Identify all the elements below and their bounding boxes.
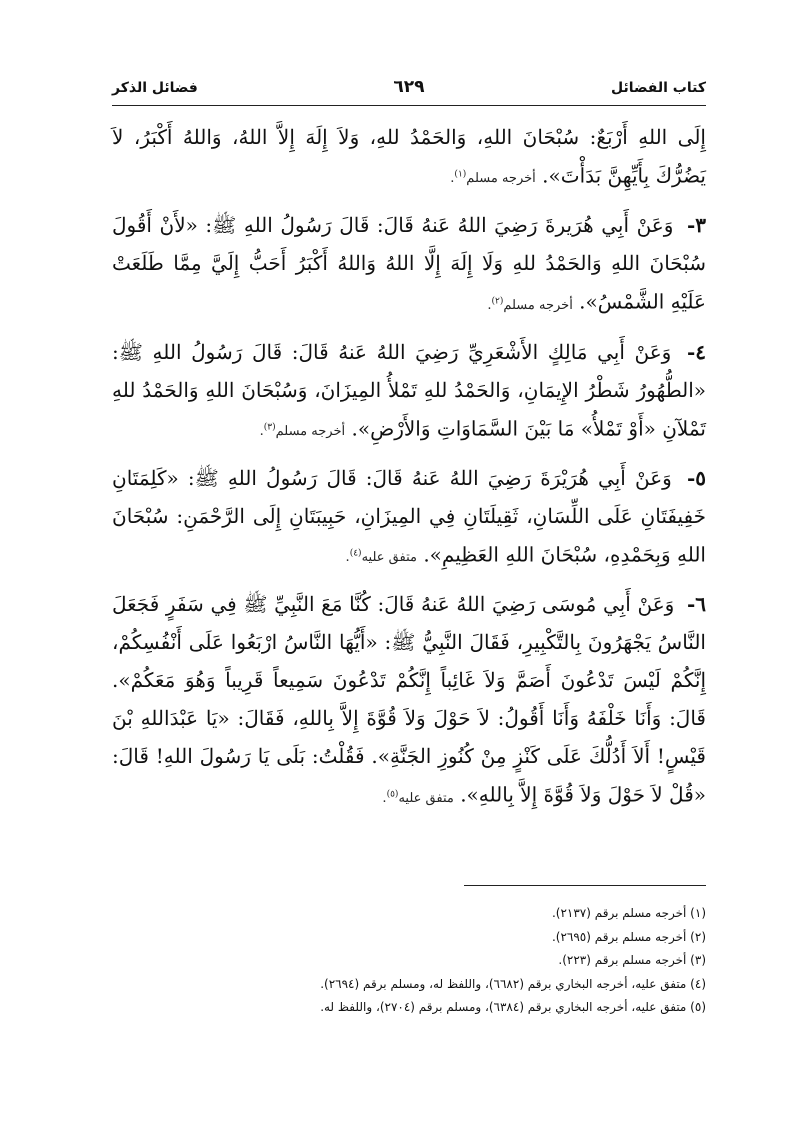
hadith-paragraph	[112, 206, 706, 324]
book-title: كتاب الفضائل	[611, 80, 706, 96]
footnote-divider	[464, 885, 706, 886]
hadith-text: وَعَنْ أَبِي مَالِكٍ الأَشْعَرِيِّ رَضِيَ اللهُ عَنهُ قَالَ: قَالَ رَسُولُ اللهِ ﷺ: «الطُّهُورُ شَطْرُ الإِيمَانِ، وَالحَمْدُ للهِ تَمْلأُ المِيزَانَ، وَسُبْحَانَ اللهِ وَالحَمْدُ للهِ تَمْلآنِ «أَوْ تَمْلأُ» مَا بَيْنَ السَّمَاوَاتِ وَالأَرْضِ».	[112, 339, 706, 440]
page-header	[112, 77, 706, 102]
hadith-paragraph	[112, 585, 706, 817]
hadith-source: متفق عليه$^{(٥)}$.	[382, 789, 454, 806]
footnote-ref[interactable]: (٢)	[491, 296, 504, 307]
hadith-text: وَعَنْ أَبِي هُرَيرةَ رَضِيَ اللهُ عَنهُ قَالَ: قَالَ رَسُولُ اللهِ ﷺ: «لأَنْ أَقُولَ سُبْحَانَ اللهِ وَالحَمْدُ للهِ وَلَا إِلَهَ إِلَّا اللهُ وَاللهُ أَكْبَرُ أَحَبُّ إِلَيَّ مِمَّا طَلَعَتْ عَلَيْهِ الشَّمْسُ».	[112, 213, 706, 314]
hadith-number: ٦-	[686, 592, 706, 617]
chapter-title: فضائل الذكر	[112, 80, 198, 96]
footnote: (١) أخرجه مسلم برقم (٢١٣٧).	[551, 906, 706, 920]
hadith-paragraph	[112, 459, 706, 577]
hadith-paragraph	[112, 118, 706, 198]
page-number: ٦٢٩	[393, 77, 425, 97]
hadith-number: ٥-	[686, 465, 706, 490]
hadith-source: أخرجه مسلم$^{(٢)}$.	[487, 296, 573, 313]
hadith-source: متفق عليه$^{(٤)}$.	[345, 548, 417, 566]
footnote-ref[interactable]: (٤)	[349, 548, 362, 559]
footnote-ref[interactable]: (٥)	[386, 789, 399, 800]
header-divider	[112, 105, 706, 106]
footnote-ref[interactable]: (١)	[454, 170, 467, 180]
hadith-text: وَعَنْ أَبِي مُوسَى رَضِيَ اللهُ عَنهُ قَالَ: كُنَّا مَعَ النَّبِيِّ ﷺ فِي سَفَرٍ فَجَعَلَ النَّاسُ يَجْهَرُونَ بِالتَّكْبِيرِ، فَقَالَ النَّبِيُّ ﷺ: «أَيُّهَا النَّاسُ ارْبَعُوا عَلَى أَنْفُسِكُمْ، إِنَّكُمْ لَيْسَ تَدْعُونَ أَصَمَّ وَلاَ غَائِباً إِنَّكُمْ تَدْعُونَ سَمِيعاً قَرِيباً وَهُوَ مَعَكُمْ». قَالَ: وَأَنَا خَلْفَهُ وَأَنَا أَقُولُ: لاَ حَوْلَ وَلاَ قُوَّةَ إِلاَّ بِاللهِ، فَقَالَ: «يَا عَبْدَاللهِ بْنَ قَيْسٍ! أَلاَ أَدُلُّكَ عَلَى كَنْزٍ مِنْ كُنُوزِ الجَنَّةِ». فَقُلْتُ: بَلَى يَا رَسُولَ اللهِ! قَالَ: «قُلْ لاَ حَوْلَ وَلاَ قُوَّةَ إِلاَّ بِاللهِ».	[112, 592, 706, 807]
footnote: (٢) أخرجه مسلم برقم (٢٦٩٥).	[551, 929, 706, 944]
hadith-text: إِلَى اللهِ أَرْبَعٌ: سُبْحَانَ اللهِ، وَالحَمْدُ للهِ، وَلاَ إِلَهَ إِلاَّ اللهُ، وَاللهُ أَكْبَرُ، لاَ يَضُرُّكَ بِأَيِّهِنَّ بَدَأْتَ».	[112, 125, 706, 188]
hadith-source: أخرجه مسلم$^{(١)}$.	[450, 170, 536, 187]
hadith-number: ٤-	[686, 339, 706, 364]
footnote: (٥) متفق عليه، أخرجه البخاري برقم (٦٣٨٤)، ومسلم برقم (٢٧٠٤)، واللفظ له.	[320, 1000, 706, 1014]
hadith-text: وَعَنْ أَبِي هُرَيْرَةَ رَضِيَ اللهُ عَنهُ قَالَ: قَالَ رَسُولُ اللهِ ﷺ: «كَلِمَتَانِ خَفِيفَتَانِ عَلَى اللِّسَانِ، ثَقِيلَتَانِ فِي المِيزَانِ، حَبِيبَتَانِ إِلَى الرَّحْمَنِ: سُبْحَانَ اللهِ وَبِحَمْدِهِ، سُبْحَانَ اللهِ العَظِيمِ».	[112, 465, 706, 567]
footnote-ref[interactable]: (٣)	[263, 422, 276, 433]
footnotes	[112, 902, 706, 1020]
hadith-source: أخرجه مسلم$^{(٣)}$.	[259, 422, 346, 439]
footnote: (٣) أخرجه مسلم برقم (٢٢٣).	[558, 953, 706, 967]
hadith-paragraph	[112, 333, 706, 451]
hadith-number: ٣-	[686, 213, 706, 238]
page-body	[112, 118, 706, 826]
footnote: (٤) متفق عليه، أخرجه البخاري برقم (٦٦٨٢)، واللفظ له، ومسلم برقم (٢٦٩٤).	[320, 976, 706, 991]
